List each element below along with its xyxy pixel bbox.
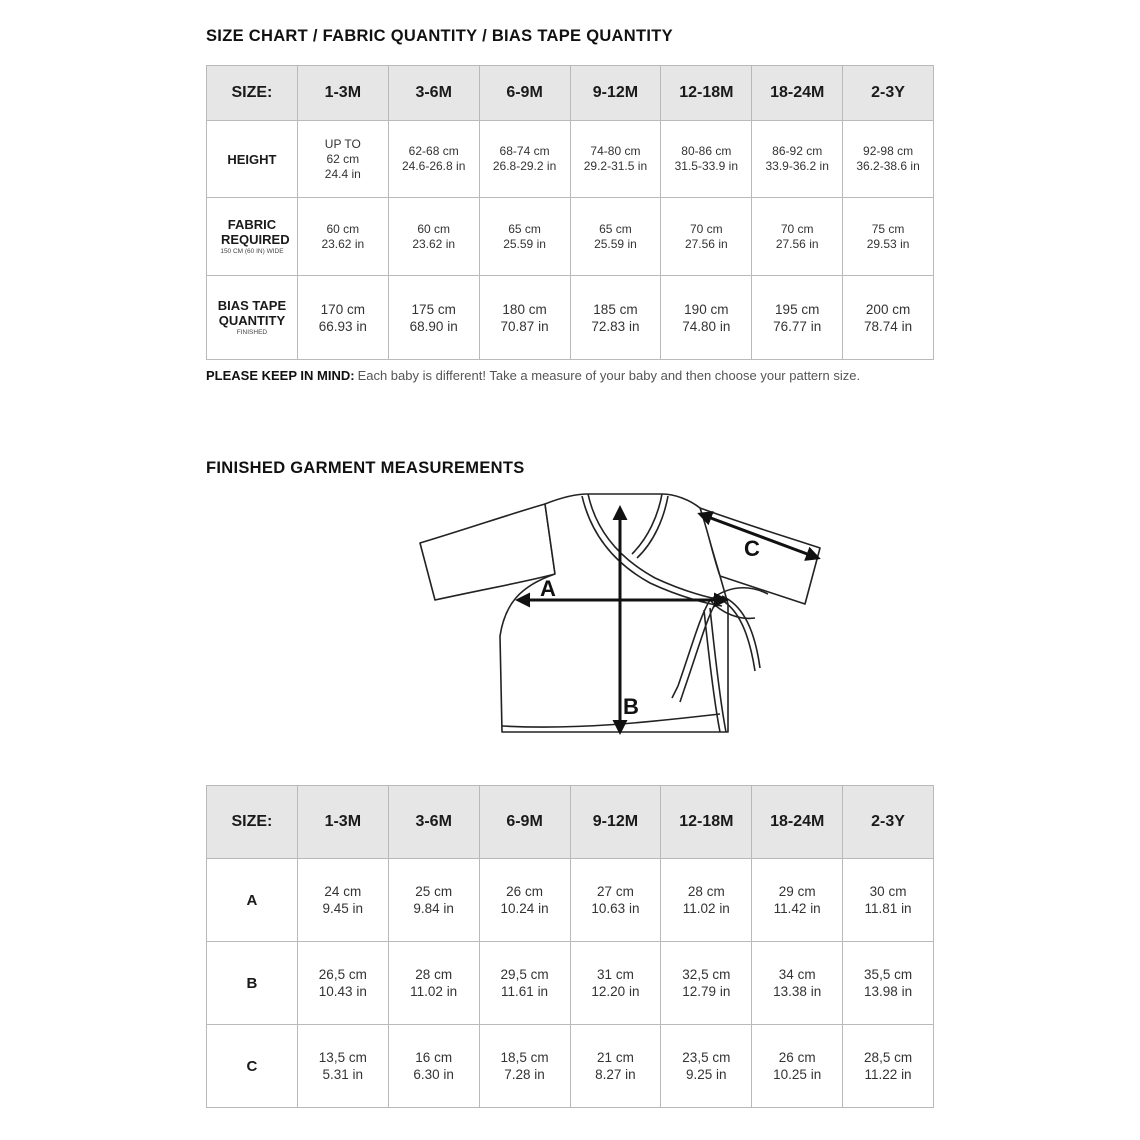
table-cell [388,942,479,1025]
cell-line: 62-68 cm [408,144,459,158]
cell-line: 31.5-33.9 in [674,159,738,173]
cell-line: 68.90 in [409,318,458,334]
table-cell [297,121,388,198]
table-cell [752,1025,843,1108]
cell-line: 76.77 in [773,318,822,334]
measurement-c-row [207,1025,934,1108]
cell-line: 24 cm [324,884,362,899]
size-col-header: 9-12M [570,786,661,859]
cell-line: 34 cm [778,967,816,982]
table-cell [843,121,934,198]
cell-line: 33.9-36.2 in [765,159,829,173]
row-label-text: FABRIC REQUIRED [221,216,290,247]
fabric-row [207,198,934,276]
cell-line: 36.2-38.6 in [856,159,920,173]
size-chart-table [206,65,934,360]
table-cell [479,198,570,276]
size-col-header: 6-9M [479,786,570,859]
cell-line: 24.6-26.8 in [401,159,466,173]
cell-line: 65 cm [599,221,632,236]
cell-line: 11.42 in [773,901,821,916]
garment-measurements-table [206,785,934,1108]
cell-line: 12.20 in [591,984,640,999]
table-cell [297,276,388,360]
size-col-header: 9-12M [570,66,661,121]
size-col-header: 3-6M [388,66,479,121]
cell-line: 10.43 in [318,984,367,999]
table-cell [752,276,843,360]
cell-line: 27.56 in [775,236,819,251]
table-cell [570,198,661,276]
garment-diagram [410,486,840,746]
cell-line: 29,5 cm [500,967,549,982]
cell-line: 175 cm [411,301,456,317]
cell-line: 9.45 in [322,901,364,916]
cell-line: 35,5 cm [864,967,913,982]
cell-line: 11.81 in [864,901,912,916]
table-cell [570,276,661,360]
measurement-a-label: A [540,576,556,601]
row-label-a: A [207,859,298,942]
row-label-fabric [207,198,298,276]
cell-line: UP TO [324,136,361,151]
cell-line: 26 cm [506,884,543,899]
cell-line: 180 cm [502,301,547,317]
size-header-row [207,786,934,859]
size-col-header: 18-24M [752,786,843,859]
cell-line: 66.93 in [318,318,367,334]
cell-line: 62 cm [326,151,360,166]
table-cell [479,121,570,198]
table-cell [661,942,752,1025]
table-cell [479,1025,570,1108]
cell-line: 7.28 in [504,1067,545,1082]
measurement-c-label: C [744,536,760,561]
size-col-header: 6-9M [479,66,570,121]
cell-line: 31 cm [597,967,634,982]
cell-line: 23,5 cm [682,1050,731,1065]
bias-tape-row [207,276,934,360]
cell-line: 11.61 in [501,984,549,999]
table-cell [297,198,388,276]
cell-line: 16 cm [415,1050,453,1065]
table-cell [661,121,752,198]
row-label-text: HEIGHT [227,151,277,167]
table-cell [661,859,752,942]
cell-line: 26.8-29.2 in [492,159,557,173]
table-cell [388,198,479,276]
cell-line: 9.84 in [413,901,454,916]
cell-line: 170 cm [320,301,365,317]
cell-line: 74-80 cm [590,144,641,158]
cell-line: 6.30 in [413,1067,454,1082]
cell-line: 24.4 in [324,166,361,181]
table-cell [661,1025,752,1108]
cell-line: 13.38 in [773,984,822,999]
table-cell [570,1025,661,1108]
size-col-header: 12-18M [661,66,752,121]
table-cell [752,942,843,1025]
cell-line: 185 cm [593,301,638,317]
table-cell [843,1025,934,1108]
cell-line: 29.53 in [866,236,910,251]
table-cell [479,942,570,1025]
cell-line: 28,5 cm [864,1050,913,1065]
table-cell [843,198,934,276]
cell-line: 70 cm [689,221,723,236]
size-col-header: 18-24M [752,66,843,121]
cell-line: 68-74 cm [499,144,550,158]
note-text: Each baby is different! Take a measure of your baby and then choose your pattern size. [357,368,861,383]
cell-line: 28 cm [415,967,453,982]
table-cell [570,121,661,198]
table-cell [388,1025,479,1108]
table-cell [297,942,388,1025]
size-col-header: 2-3Y [843,66,934,121]
cell-line: 195 cm [775,301,820,317]
cell-line: 28 cm [687,884,725,899]
keep-in-mind-note [206,368,860,383]
cell-line: 70 cm [780,221,814,236]
size-col-header: 3-6M [388,786,479,859]
table-cell [388,121,479,198]
cell-line: 92-98 cm [863,144,914,158]
row-label-bias-tape [207,276,298,360]
cell-line: 75 cm [871,221,905,236]
table-cell [570,942,661,1025]
row-label-text: BIAS TAPE QUANTITY [217,297,287,328]
cell-line: 78.74 in [864,318,913,334]
cell-line: 26 cm [778,1050,816,1065]
cell-line: 65 cm [508,221,541,236]
measurement-b-label: B [623,694,639,719]
size-col-header: 1-3M [297,66,388,121]
note-heading: PLEASE KEEP IN MIND: [206,368,355,383]
table-cell [388,859,479,942]
height-row [207,121,934,198]
cell-line: 23.62 in [321,236,365,251]
cell-line: 10.24 in [500,901,549,916]
cell-line: 11.22 in [864,1067,912,1082]
table-cell [752,198,843,276]
measurement-a-row [207,859,934,942]
cell-line: 60 cm [417,221,451,236]
table-cell [479,276,570,360]
table-cell [297,859,388,942]
cell-line: 32,5 cm [682,967,731,982]
cell-line: 80-86 cm [681,144,732,158]
row-label-c: C [207,1025,298,1108]
row-sublabel: FINISHED [236,328,268,336]
cell-line: 200 cm [865,301,911,317]
size-header-label: SIZE: [207,786,298,859]
size-col-header: 1-3M [297,786,388,859]
cell-line: 11.02 in [682,901,730,916]
cell-line: 8.27 in [595,1067,636,1082]
table-cell [570,859,661,942]
cell-line: 27.56 in [684,236,728,251]
table-cell [388,276,479,360]
cell-line: 12.79 in [682,984,731,999]
cell-line: 26,5 cm [318,967,367,982]
size-header-row [207,66,934,121]
row-label-height [207,121,298,198]
cell-line: 5.31 in [322,1067,364,1082]
cell-line: 13.98 in [864,984,913,999]
size-col-header: 2-3Y [843,786,934,859]
cell-line: 86-92 cm [772,144,823,158]
cell-line: 25.59 in [594,236,637,251]
cell-line: 18,5 cm [500,1050,549,1065]
size-chart-title: SIZE CHART / FABRIC QUANTITY / BIAS TAPE QUANTITY [206,27,673,45]
table-cell [843,276,934,360]
cell-line: 72.83 in [591,318,640,334]
garment-measurements-title: FINISHED GARMENT MEASUREMENTS [206,459,525,477]
cell-line: 74.80 in [682,318,731,334]
cell-line: 190 cm [684,301,729,317]
cell-line: 25.59 in [503,236,546,251]
cell-line: 29 cm [778,884,816,899]
table-cell [479,859,570,942]
size-col-header: 12-18M [661,786,752,859]
cell-line: 25 cm [415,884,453,899]
table-cell [843,942,934,1025]
size-header-label: SIZE: [207,66,298,121]
row-sublabel: 150 CM (60 IN) WIDE [220,247,284,255]
cell-line: 21 cm [597,1050,634,1065]
cell-line: 60 cm [326,221,360,236]
table-cell [752,859,843,942]
table-cell [661,198,752,276]
cell-line: 11.02 in [410,984,458,999]
cell-line: 10.25 in [773,1067,822,1082]
table-cell [297,1025,388,1108]
row-label-b: B [207,942,298,1025]
table-cell [752,121,843,198]
cell-line: 27 cm [597,884,634,899]
table-cell [843,859,934,942]
cell-line: 23.62 in [412,236,456,251]
table-cell [661,276,752,360]
cell-line: 10.63 in [591,901,640,916]
cell-line: 30 cm [869,884,907,899]
measurement-b-row [207,942,934,1025]
cell-line: 29.2-31.5 in [583,159,648,173]
cell-line: 13,5 cm [318,1050,367,1065]
cell-line: 9.25 in [686,1067,727,1082]
cell-line: 70.87 in [500,318,549,334]
